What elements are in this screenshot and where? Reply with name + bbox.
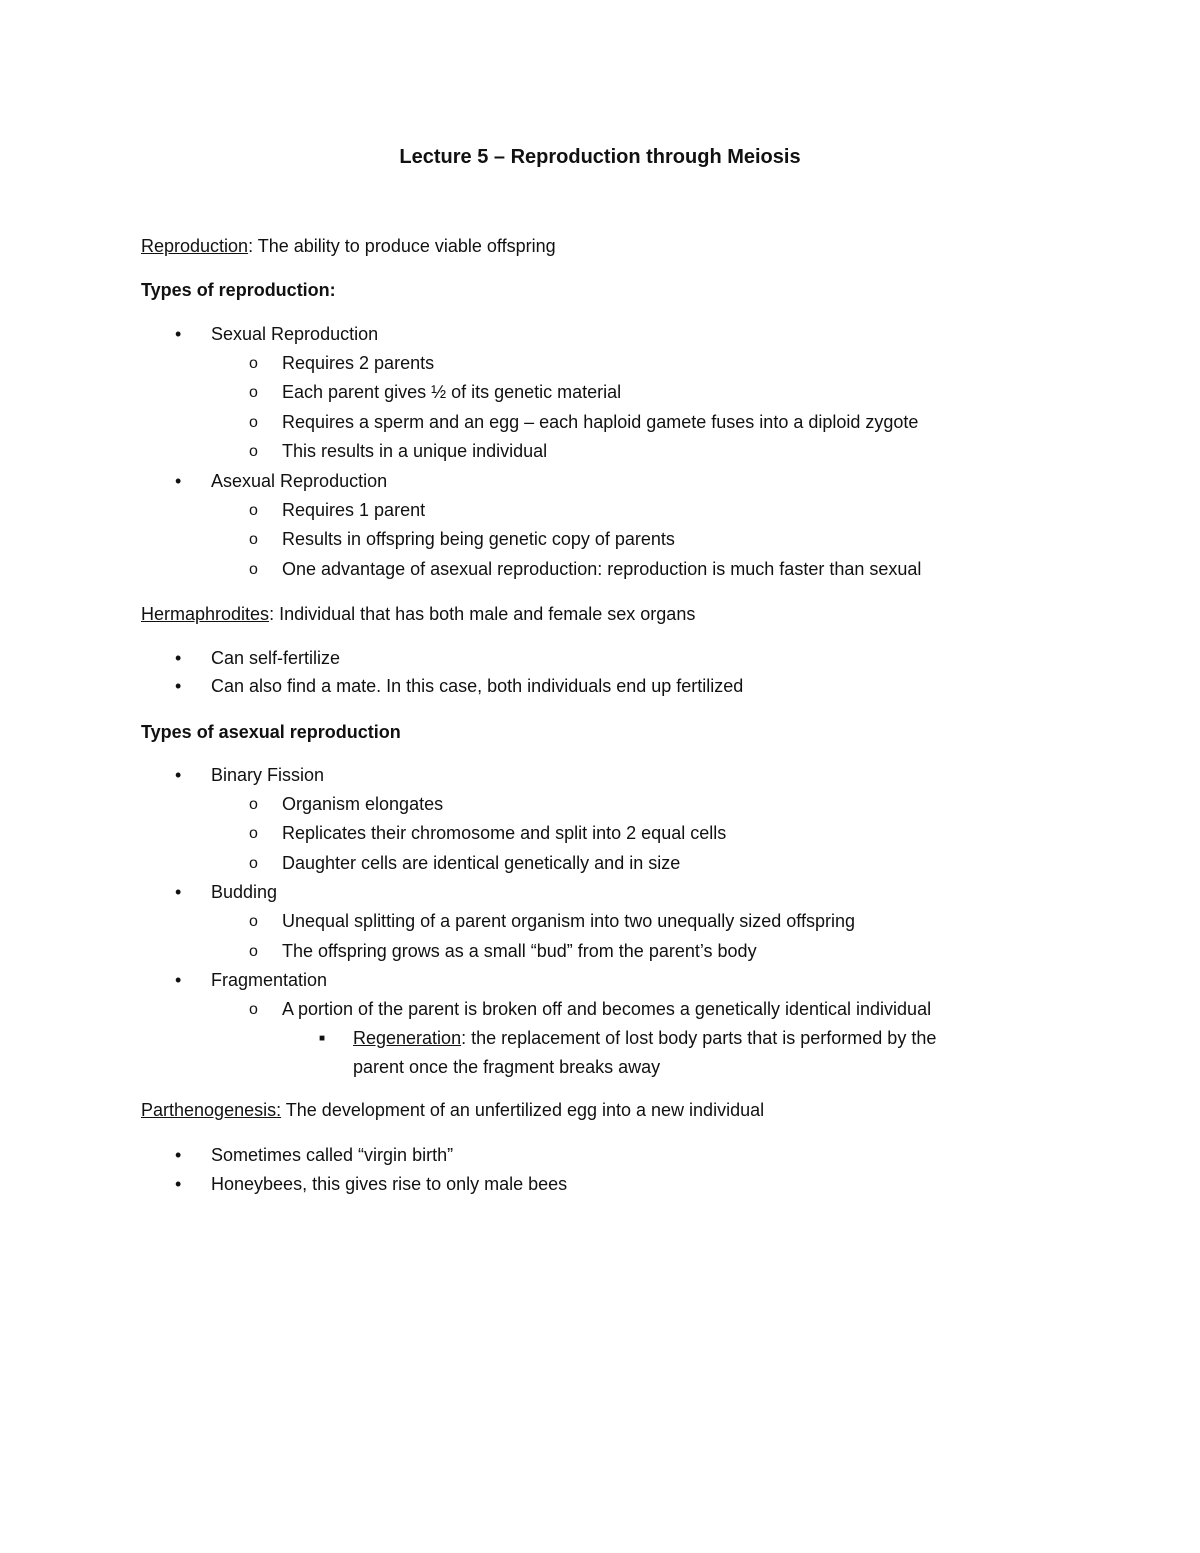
- sub-bullet-marker: o: [249, 443, 258, 460]
- bullet-marker: •: [175, 765, 182, 785]
- reproduction-term: Reproduction: [141, 236, 249, 256]
- square-bullet-marker: ■: [319, 1033, 326, 1044]
- regeneration-continuation: parent once the fragment breaks away: [353, 1057, 661, 1077]
- page-title: Lecture 5 – Reproduction through Meiosis: [399, 146, 801, 168]
- types-heading: Types of reproduction:: [141, 280, 336, 300]
- reproduction-text: : The ability to produce viable offspring: [248, 236, 556, 256]
- bullet-marker: •: [175, 1145, 182, 1165]
- asexual-types-heading: Types of asexual reproduction: [141, 722, 401, 742]
- bullet-marker: •: [175, 648, 182, 668]
- list-item: Honeybees, this gives rise to only male bees: [211, 1174, 568, 1194]
- list-item: A portion of the parent is broken off and becomes a genetically identical individual: [282, 999, 932, 1019]
- sub-bullet-marker: o: [249, 855, 258, 872]
- list-item: Can self-fertilize: [211, 648, 341, 668]
- sub-bullet-marker: o: [249, 796, 258, 813]
- reproduction-definition: [141, 234, 556, 258]
- asexual-label: Asexual Reproduction: [211, 471, 388, 491]
- list-item: The offspring grows as a small “bud” from the parent’s body: [282, 941, 757, 961]
- sub-bullet-marker: o: [249, 825, 258, 842]
- regeneration-term: Regeneration: [353, 1028, 462, 1048]
- sub-bullet-marker: o: [249, 384, 258, 401]
- sexual-label: Sexual Reproduction: [211, 324, 379, 344]
- hermaphrodites-definition: [141, 602, 695, 626]
- list-item: One advantage of asexual reproduction: reproduction is much faster than sexual: [282, 559, 922, 579]
- bullet-marker: •: [175, 882, 182, 902]
- hermaphrodites-text: : Individual that has both male and female sex organs: [269, 604, 696, 624]
- list-item: Each parent gives ½ of its genetic material: [282, 382, 622, 402]
- bullet-marker: •: [175, 324, 182, 344]
- parthenogenesis-text: The development of an unfertilized egg into a new individual: [281, 1100, 765, 1120]
- fragmentation-label: Fragmentation: [211, 970, 328, 990]
- sub-bullet-marker: o: [249, 1001, 258, 1018]
- list-item: This results in a unique individual: [282, 441, 548, 461]
- list-item: Requires a sperm and an egg – each haploid gamete fuses into a diploid zygote: [282, 412, 919, 432]
- sub-bullet-marker: o: [249, 531, 258, 548]
- list-item: Can also find a mate. In this case, both individuals end up fertilized: [211, 676, 744, 696]
- binary-fission-label: Binary Fission: [211, 765, 325, 785]
- regeneration-definition: [353, 1026, 936, 1050]
- list-item: Replicates their chromosome and split into 2 equal cells: [282, 823, 727, 843]
- sub-bullet-marker: o: [249, 561, 258, 578]
- list-item: Requires 1 parent: [282, 500, 426, 520]
- list-item: Unequal splitting of a parent organism into two unequally sized offspring: [282, 911, 856, 931]
- regeneration-text: : the replacement of lost body parts that is performed by the: [461, 1028, 937, 1048]
- bullet-marker: •: [175, 676, 182, 696]
- sub-bullet-marker: o: [249, 913, 258, 930]
- list-item: Requires 2 parents: [282, 353, 435, 373]
- sub-bullet-marker: o: [249, 502, 258, 519]
- list-item: Organism elongates: [282, 794, 444, 814]
- hermaphrodites-term: Hermaphrodites: [141, 604, 270, 624]
- bullet-marker: •: [175, 1174, 182, 1194]
- bullet-marker: •: [175, 970, 182, 990]
- budding-label: Budding: [211, 882, 278, 902]
- list-item: Sometimes called “virgin birth”: [211, 1145, 454, 1165]
- parthenogenesis-definition: [141, 1098, 764, 1122]
- sub-bullet-marker: o: [249, 943, 258, 960]
- bullet-marker: •: [175, 471, 182, 491]
- sub-bullet-marker: o: [249, 414, 258, 431]
- list-item: Daughter cells are identical genetically and in size: [282, 853, 681, 873]
- list-item: Results in offspring being genetic copy of parents: [282, 529, 675, 549]
- parthenogenesis-term: Parthenogenesis:: [141, 1100, 282, 1120]
- sub-bullet-marker: o: [249, 355, 258, 372]
